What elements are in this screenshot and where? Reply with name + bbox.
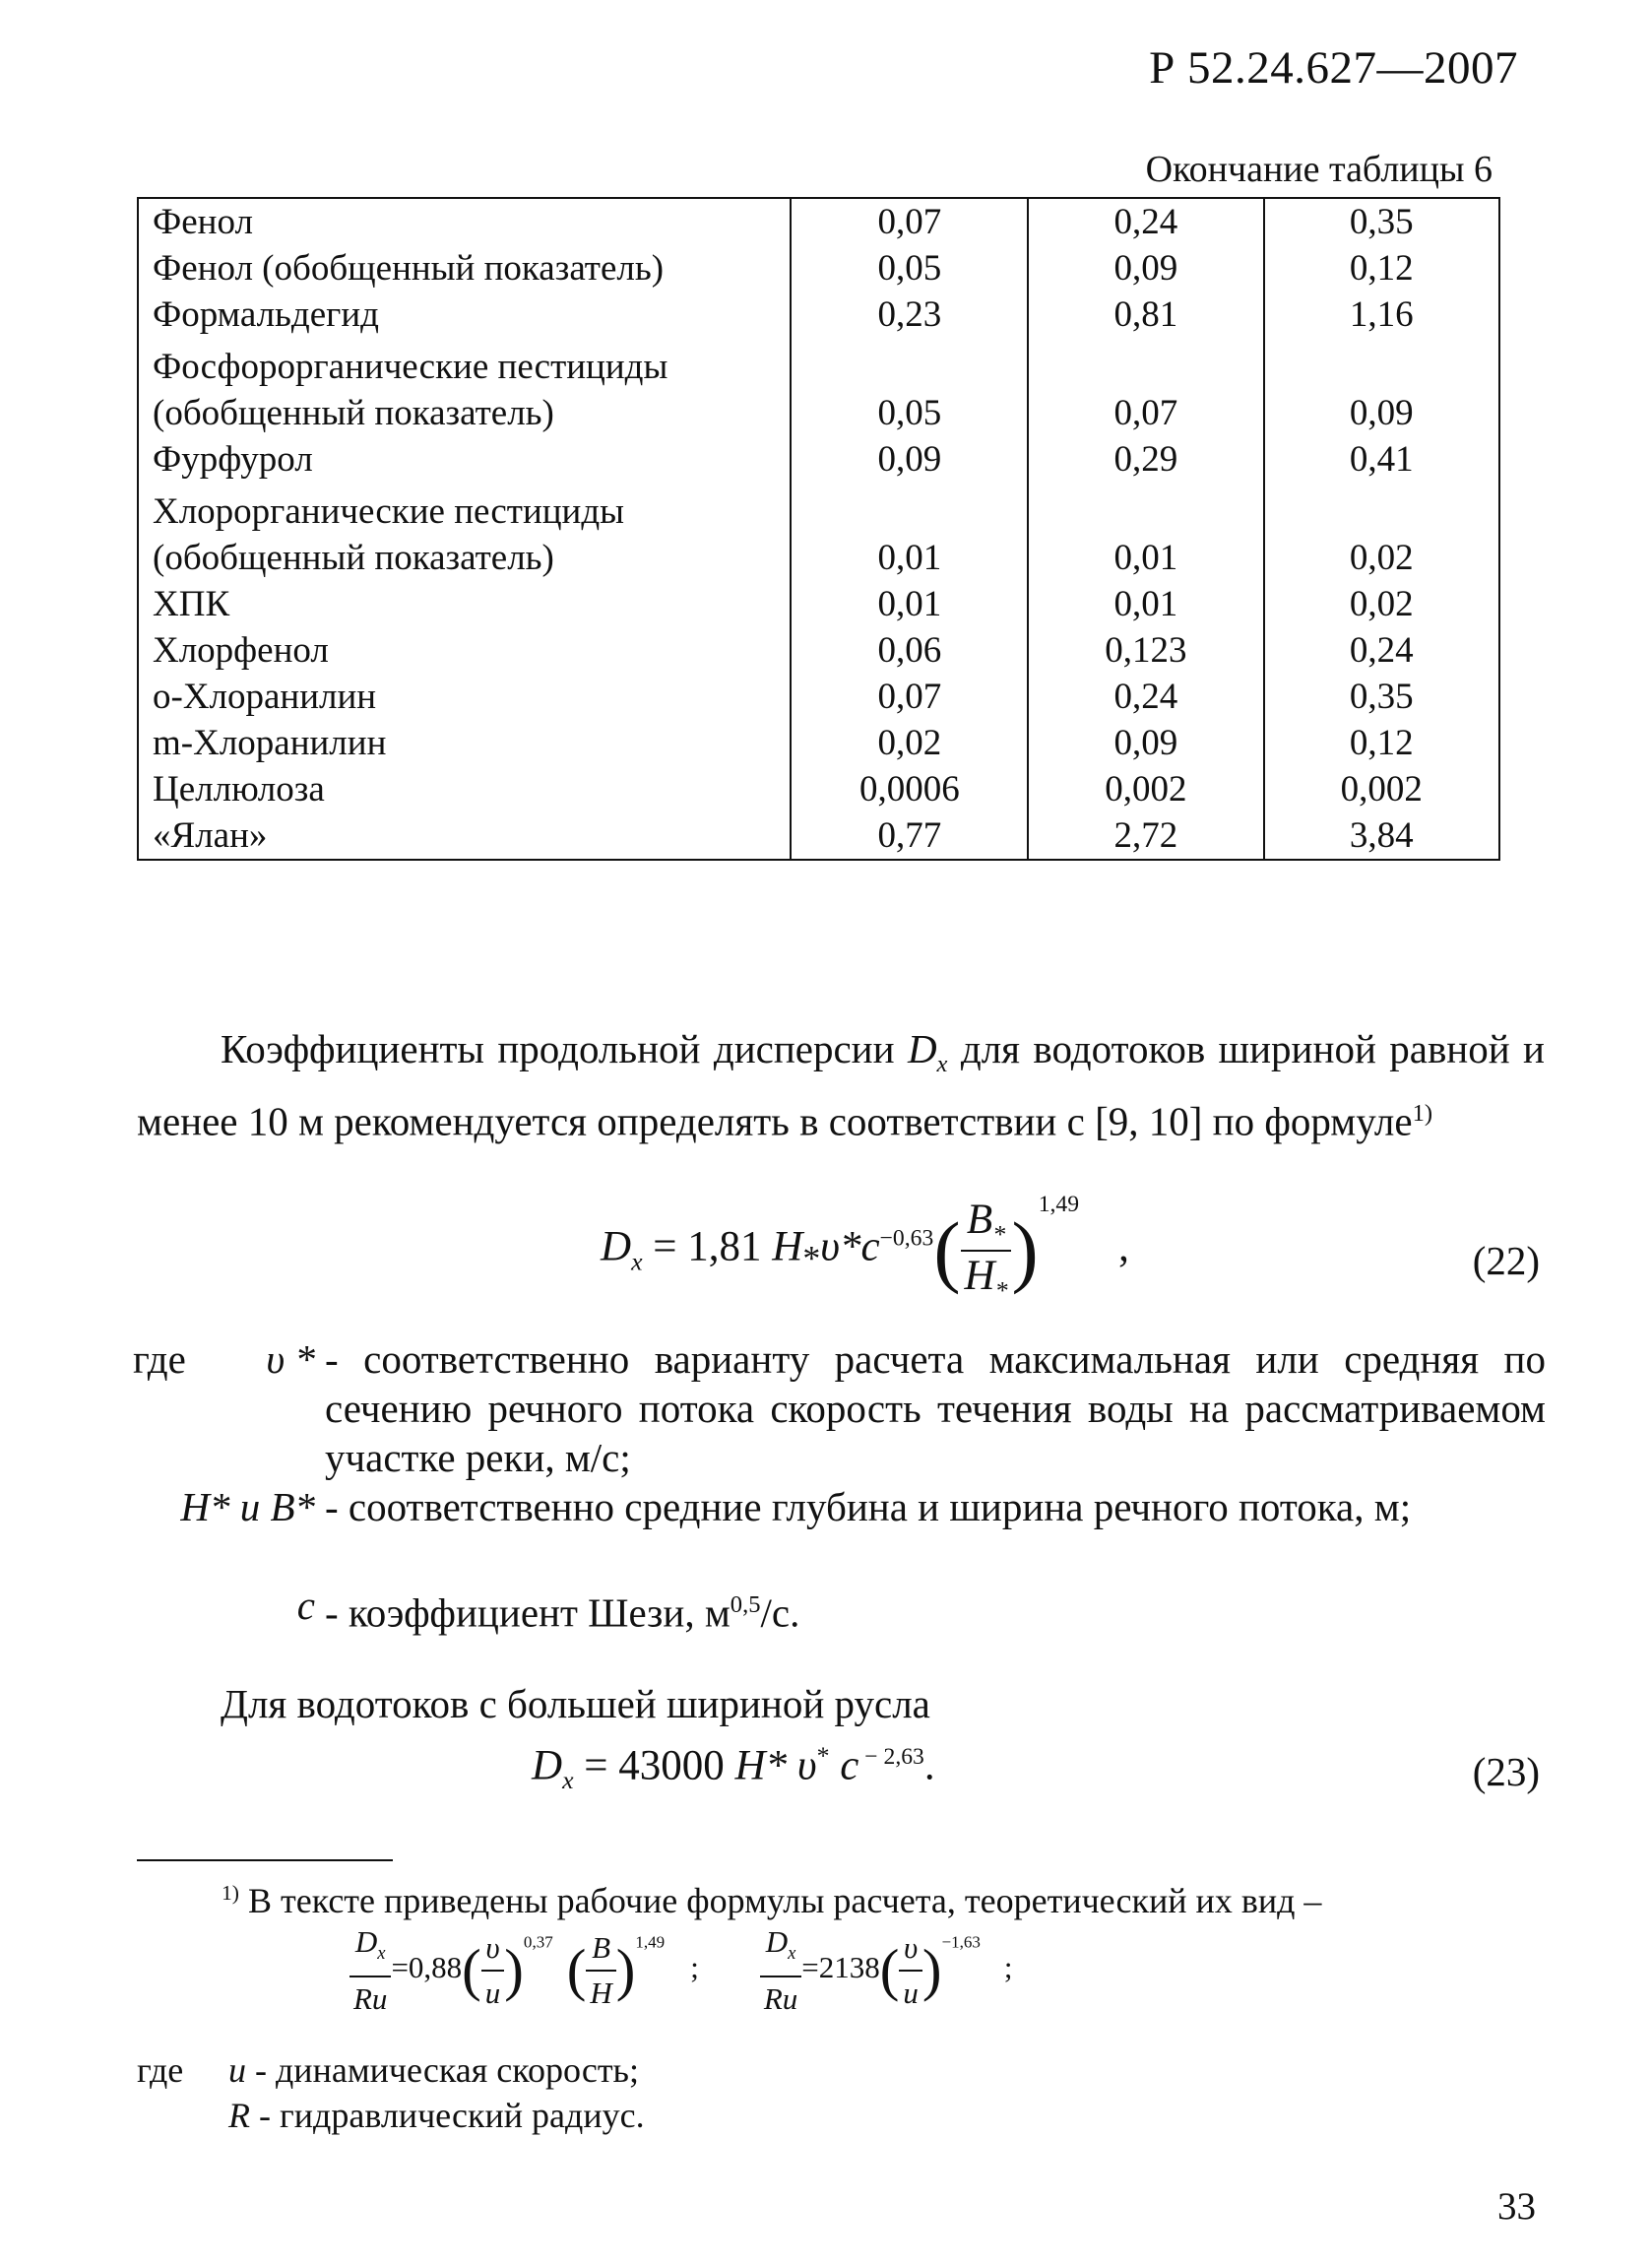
f22-lhs: D xyxy=(601,1223,632,1270)
table-row xyxy=(138,436,1499,483)
fn1-p1-num: υ xyxy=(481,1926,505,1972)
row-value-3: 0,02 xyxy=(1264,483,1499,581)
f23-star: * xyxy=(816,1741,830,1770)
row-value-1: 0,02 xyxy=(791,720,1028,766)
fn1-p1-rparen: ) xyxy=(504,1938,524,2003)
fn1-num-sub: x xyxy=(377,1943,386,1965)
def-symbol-velocity: υ * xyxy=(266,1336,315,1382)
fn1-sep: ; xyxy=(690,1950,699,1985)
row-name xyxy=(138,627,791,674)
row-name-line: Фенол (обобщенный показатель) xyxy=(153,248,665,289)
row-name-line: ХПК xyxy=(153,584,230,624)
f23-rhs-d: c xyxy=(829,1742,859,1789)
row-name-line: Фосфорорганические пестициды xyxy=(153,347,668,387)
footnote-formulas xyxy=(349,1920,1013,2021)
fn1-p2-exp: 1,49 xyxy=(635,1932,666,1952)
row-value-3: 1,16 xyxy=(1264,292,1499,338)
table-row xyxy=(138,338,1499,436)
f22-rhs-a: = 1,81 xyxy=(642,1223,773,1270)
fn1-eq: =0,88 xyxy=(391,1950,463,1985)
intro-text-a: Коэффициенты продольной дисперсии xyxy=(221,1026,908,1071)
fn1-p2-num: B xyxy=(586,1926,615,1972)
f22-rparen: ) xyxy=(1011,1204,1039,1295)
table-row xyxy=(138,627,1499,674)
table-row xyxy=(138,483,1499,581)
fn2-rparen: ) xyxy=(921,1938,942,2003)
f22-star: * xyxy=(802,1238,821,1278)
row-value-3: 0,41 xyxy=(1264,436,1499,483)
def-text-chezy xyxy=(325,1581,1546,1638)
data-table xyxy=(137,197,1500,861)
f23-rhs-a: = 43000 xyxy=(573,1742,735,1789)
f22-rhs-c: υ*c xyxy=(820,1223,880,1270)
table-row xyxy=(138,720,1499,766)
row-value-3: 0,35 xyxy=(1264,198,1499,245)
fn2-den: Ru xyxy=(763,1981,798,2017)
footnote-mark: 1) xyxy=(222,1881,239,1905)
fn1-p2-den: H xyxy=(590,1976,612,2011)
fn1-p1-exp: 0,37 xyxy=(523,1932,553,1952)
row-name xyxy=(138,292,791,338)
footnote-body: В тексте приведены рабочие формулы расчета, теоретический их вид – xyxy=(239,1881,1322,1920)
formula-23-number: (23) xyxy=(1472,1749,1540,1794)
footnote-rule xyxy=(137,1859,393,1861)
row-value-2: 0,01 xyxy=(1028,581,1263,627)
row-value-1: 0,05 xyxy=(791,245,1028,292)
row-value-3: 0,09 xyxy=(1264,338,1499,436)
row-value-1: 0,07 xyxy=(791,674,1028,720)
row-value-3: 0,12 xyxy=(1264,720,1499,766)
row-value-3: 0,35 xyxy=(1264,674,1499,720)
row-value-2: 0,123 xyxy=(1028,627,1263,674)
row-name xyxy=(138,198,791,245)
f23-rhs-c: υ xyxy=(787,1742,817,1789)
fn1-fraction xyxy=(349,1920,391,2021)
row-value-1: 0,05 xyxy=(791,338,1028,436)
def-text-chezy-sup: 0,5 xyxy=(730,1591,761,1618)
row-value-3: 0,02 xyxy=(1264,581,1499,627)
footnote-where-lead: где xyxy=(137,2050,184,2090)
fn1-p2-lparen: ( xyxy=(566,1938,587,2003)
row-value-2: 0,24 xyxy=(1028,674,1263,720)
row-name-line: Формальдегид xyxy=(153,294,379,335)
fn2-eq: =2138 xyxy=(801,1950,880,1985)
fn2-p-fraction xyxy=(899,1926,922,2015)
row-value-1: 0,07 xyxy=(791,198,1028,245)
footnote-def-r-symbol: R xyxy=(228,2096,250,2135)
f23-rhs-b: H* xyxy=(734,1742,788,1789)
document-code: Р 52.24.627—2007 xyxy=(1149,42,1518,94)
row-name-line: Фурфурол xyxy=(153,439,313,480)
f23-lhs: D xyxy=(532,1742,563,1789)
formula-22 xyxy=(601,1192,1129,1305)
table-row xyxy=(138,766,1499,812)
row-value-3: 3,84 xyxy=(1264,812,1499,860)
f22-frac-den: H xyxy=(964,1252,995,1299)
footnote-def-r-text: - гидравлический радиус. xyxy=(250,2096,645,2135)
fn2-sep: ; xyxy=(1003,1950,1013,1985)
row-value-3: 0,24 xyxy=(1264,627,1499,674)
fn2-p-den: u xyxy=(903,1976,919,2011)
fn2-num-sub: x xyxy=(788,1943,796,1965)
footnote-def-r xyxy=(228,2094,645,2137)
f22-exp-c: −0,63 xyxy=(879,1225,934,1252)
f23-lhs-sub: x xyxy=(562,1765,574,1794)
def-text-chezy-main: - коэффициент Шези, м xyxy=(325,1589,731,1636)
row-value-1: 0,0006 xyxy=(791,766,1028,812)
table-row xyxy=(138,581,1499,627)
fn2-num: D xyxy=(765,1924,789,1959)
row-name-line: m-Хлоранилин xyxy=(153,723,387,763)
row-name-line: «Ялан» xyxy=(153,815,268,856)
intro-paragraph xyxy=(137,1024,1545,1146)
row-name-line: Хлорфенол xyxy=(153,630,329,671)
row-name-line: Фенол xyxy=(153,202,253,242)
f22-frac-den-star: * xyxy=(994,1275,1008,1305)
def-text-depth-width: - соответственно средние глубина и ширина речного потока, м; xyxy=(325,1484,1412,1529)
row-name xyxy=(138,674,791,720)
row-name-line: о-Хлоранилин xyxy=(153,677,377,717)
table-caption: Окончание таблицы 6 xyxy=(1145,149,1493,190)
fn1-p1-den: u xyxy=(484,1976,501,2011)
row-name-line: Целлюлоза xyxy=(153,769,325,810)
f22-rhs-b: H xyxy=(772,1223,803,1270)
fn2-fraction xyxy=(760,1920,801,2021)
row-value-2: 0,002 xyxy=(1028,766,1263,812)
wide-paragraph: Для водотоков с большей шириной русла xyxy=(221,1681,930,1726)
row-name-line2: (обобщенный показатель) xyxy=(153,538,554,578)
row-name xyxy=(138,338,791,436)
footnote-def-u-symbol: u xyxy=(228,2050,246,2090)
row-value-3: 0,12 xyxy=(1264,245,1499,292)
f22-frac-num-star: * xyxy=(992,1219,1006,1249)
row-value-2: 2,72 xyxy=(1028,812,1263,860)
row-value-2: 0,07 xyxy=(1028,338,1263,436)
def-symbol-depth-width: H* и B* xyxy=(180,1484,315,1529)
row-name xyxy=(138,720,791,766)
intro-symbol-sub: x xyxy=(936,1051,948,1078)
fn1-num: D xyxy=(354,1924,378,1959)
row-value-1: 0,09 xyxy=(791,436,1028,483)
f22-exp-paren: 1,49 xyxy=(1038,1192,1080,1217)
fn1-p1-fraction xyxy=(481,1926,505,2015)
row-value-1: 0,23 xyxy=(791,292,1028,338)
row-value-1: 0,01 xyxy=(791,483,1028,581)
row-value-2: 0,24 xyxy=(1028,198,1263,245)
def-text-velocity: - соответственно варианту расчета максимальная или средняя по сечению речного потока скорость течения воды на рассматриваемом участке реки, м/с; xyxy=(325,1336,1546,1480)
f23-tail: . xyxy=(923,1742,935,1789)
fn1-p1-lparen: ( xyxy=(462,1938,481,2003)
fn1-p2-rparen: ) xyxy=(615,1938,636,2003)
row-value-2: 0,81 xyxy=(1028,292,1263,338)
row-name xyxy=(138,436,791,483)
row-value-1: 0,77 xyxy=(791,812,1028,860)
table-row xyxy=(138,292,1499,338)
f22-lhs-sub: x xyxy=(631,1247,643,1276)
row-value-1: 0,01 xyxy=(791,581,1028,627)
page-number: 33 xyxy=(1497,2185,1536,2228)
fn1-den: Ru xyxy=(353,1981,388,2017)
where-lead: где xyxy=(133,1336,186,1382)
f22-tail: , xyxy=(1118,1223,1129,1270)
row-name-line: Хлорорганические пестициды xyxy=(153,491,625,532)
fn2-lparen: ( xyxy=(879,1938,900,2003)
row-name xyxy=(138,483,791,581)
row-name xyxy=(138,812,791,860)
def-symbol-chezy: c xyxy=(296,1583,315,1628)
footnote-text xyxy=(222,1871,1321,1922)
formula-22-number: (22) xyxy=(1472,1238,1540,1283)
fn1-p2-fraction xyxy=(586,1926,615,2015)
row-name xyxy=(138,245,791,292)
f22-frac-num: B xyxy=(966,1197,993,1244)
f22-lparen: ( xyxy=(933,1204,961,1295)
table-row xyxy=(138,198,1499,245)
row-value-2: 0,01 xyxy=(1028,483,1263,581)
row-value-1: 0,06 xyxy=(791,627,1028,674)
row-value-2: 0,09 xyxy=(1028,720,1263,766)
row-name xyxy=(138,581,791,627)
row-value-2: 0,09 xyxy=(1028,245,1263,292)
footnote-def-u-text: - динамическая скорость; xyxy=(246,2050,639,2090)
row-value-3: 0,002 xyxy=(1264,766,1499,812)
intro-text-b: для водотоков шириной равной и менее 10 м рекомендуется определять в соответствии с [9, 10] по формуле xyxy=(137,1026,1546,1144)
f22-fraction xyxy=(961,1196,1012,1305)
intro-footnote-mark: 1) xyxy=(1412,1100,1433,1128)
row-name xyxy=(138,766,791,812)
table-row xyxy=(138,674,1499,720)
footnote-def-u xyxy=(228,2048,639,2092)
row-name-line2: (обобщенный показатель) xyxy=(153,393,554,433)
table-row xyxy=(138,812,1499,860)
f23-exp: − 2,63 xyxy=(858,1744,924,1770)
intro-symbol: D xyxy=(907,1026,937,1071)
table-row xyxy=(138,245,1499,292)
def-text-chezy-end: /с. xyxy=(760,1589,800,1636)
fn2-p-exp: −1,63 xyxy=(941,1932,981,1952)
fn2-p-num: υ xyxy=(899,1926,922,1972)
row-value-2: 0,29 xyxy=(1028,436,1263,483)
formula-23 xyxy=(532,1741,935,1795)
